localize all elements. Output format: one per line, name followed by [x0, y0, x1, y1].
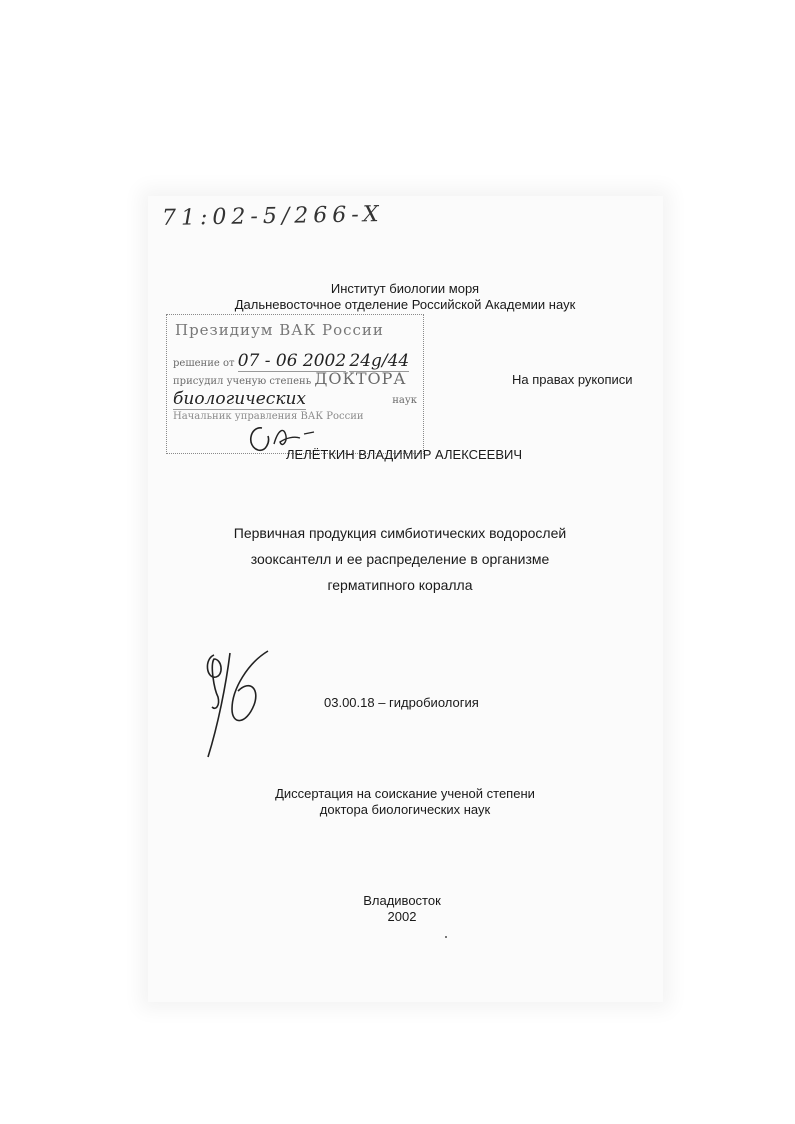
dissertation-type: [245, 786, 565, 818]
dissertation-line-2: доктора биологических наук: [319, 802, 491, 817]
dissertation-line-1: Диссертация на соискание ученой степени: [275, 786, 535, 801]
stamp-decision-date: 07 - 06 2002: [237, 351, 347, 371]
stamp-degree-prefix: присудил ученую степень: [173, 376, 312, 387]
stamp-field-handwritten: биологических: [173, 389, 307, 409]
title-line-2: зооксантелл и ее распределение в организме: [250, 551, 550, 567]
institute-department: Дальневосточное отделение Российской Академии наук: [234, 297, 576, 312]
dissertation-title: [200, 520, 600, 598]
institute-block: [180, 281, 630, 313]
city: Владивосток: [363, 893, 441, 908]
stamp-degree: [173, 369, 407, 388]
stamp-field: [173, 389, 417, 410]
manuscript-rights: На правах рукописи: [512, 372, 633, 387]
archive-number: 71:02-5/266-X: [161, 202, 384, 231]
author-signature: [192, 645, 274, 767]
author-name: ЛЕЛЁТКИН ВЛАДИМИР АЛЕКСЕЕВИЧ: [286, 447, 523, 462]
place-and-year: [352, 893, 452, 925]
year: 2002: [387, 909, 417, 924]
stamp-decision-number: 24g/44: [349, 351, 410, 371]
stamp-field-suffix: наук: [392, 395, 417, 406]
stamp-header: Президиум ВАК России: [175, 321, 384, 339]
stamp-chief: Начальник управления ВАК России: [173, 411, 364, 422]
specialty-code: 03.00.18 – гидробиология: [324, 695, 479, 710]
stamp-degree-value: ДОКТОРА: [314, 369, 407, 388]
speck: [445, 936, 447, 938]
institute-name: Институт биологии моря: [330, 281, 480, 296]
title-line-1: Первичная продукция симбиотических водорослей: [233, 525, 567, 541]
title-line-3: герматипного коралла: [327, 577, 473, 593]
stamp-decision-prefix: решение от: [173, 358, 235, 369]
